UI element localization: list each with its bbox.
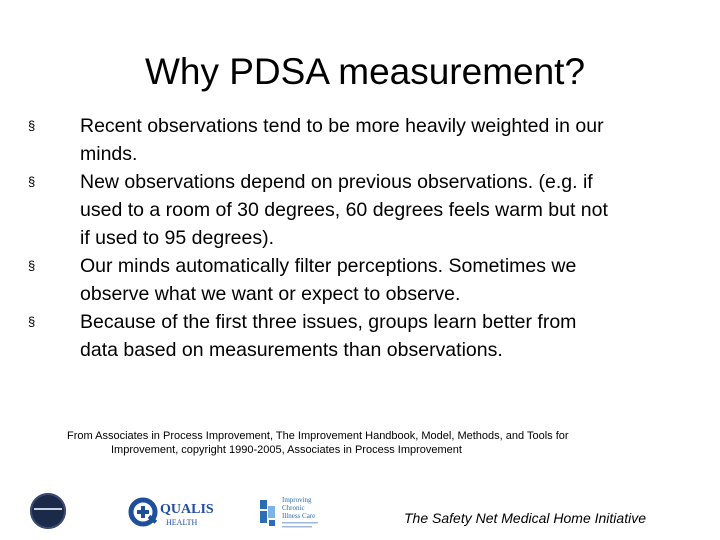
ichc-logo-text: Illness Care [282,512,316,520]
bullet-text-line: New observations depend on previous observations. (e.g. if [80,171,593,193]
qualis-logo-text: QUALIS [160,502,214,517]
bullet-text-line: observe what we want or expect to observe. [80,283,461,305]
bullet-item [28,308,688,364]
initiative-footer-text: The Safety Net Medical Home Initiative [404,510,646,526]
ichc-logo-text: Improving [282,496,312,504]
qualis-health-logo-icon [128,495,228,529]
bullet-marker-icon: § [28,174,36,189]
circular-seal-logo-icon [30,493,66,529]
bullet-text-line: minds. [80,143,138,165]
slide-title: Why PDSA measurement? [144,51,586,92]
citation-line: From Associates in Process Improvement, The Improvement Handbook, Model, Methods, and Tools for [67,430,569,442]
bullet-marker-icon: § [28,258,36,273]
bullet-text-line: Because of the first three issues, groups learn better from [80,311,577,333]
ichc-logo-text: Chronic [282,504,305,512]
bullet-text-line: if used to 95 degrees). [80,227,275,249]
bullet-marker-icon: § [28,314,36,329]
citation-line: Improvement, copyright 1990-2005, Associates in Process Improvement [111,444,462,456]
bullet-marker-icon: § [28,118,36,133]
bullet-text-line: data based on measurements than observations. [80,339,503,361]
source-citation [67,429,687,457]
bullet-list [28,112,688,364]
bullet-text-line: Recent observations tend to be more heavily weighted in our [80,115,604,137]
bullet-item [28,168,688,252]
bullet-item [28,112,688,168]
bullet-text-line: used to a room of 30 degrees, 60 degrees feels warm but not [80,199,608,221]
qualis-logo-subtext: HEALTH [166,518,198,527]
bullet-item [28,252,688,308]
improving-chronic-illness-care-logo-icon [258,492,348,532]
bullet-text-line: Our minds automatically filter perceptions. Sometimes we [80,255,577,277]
